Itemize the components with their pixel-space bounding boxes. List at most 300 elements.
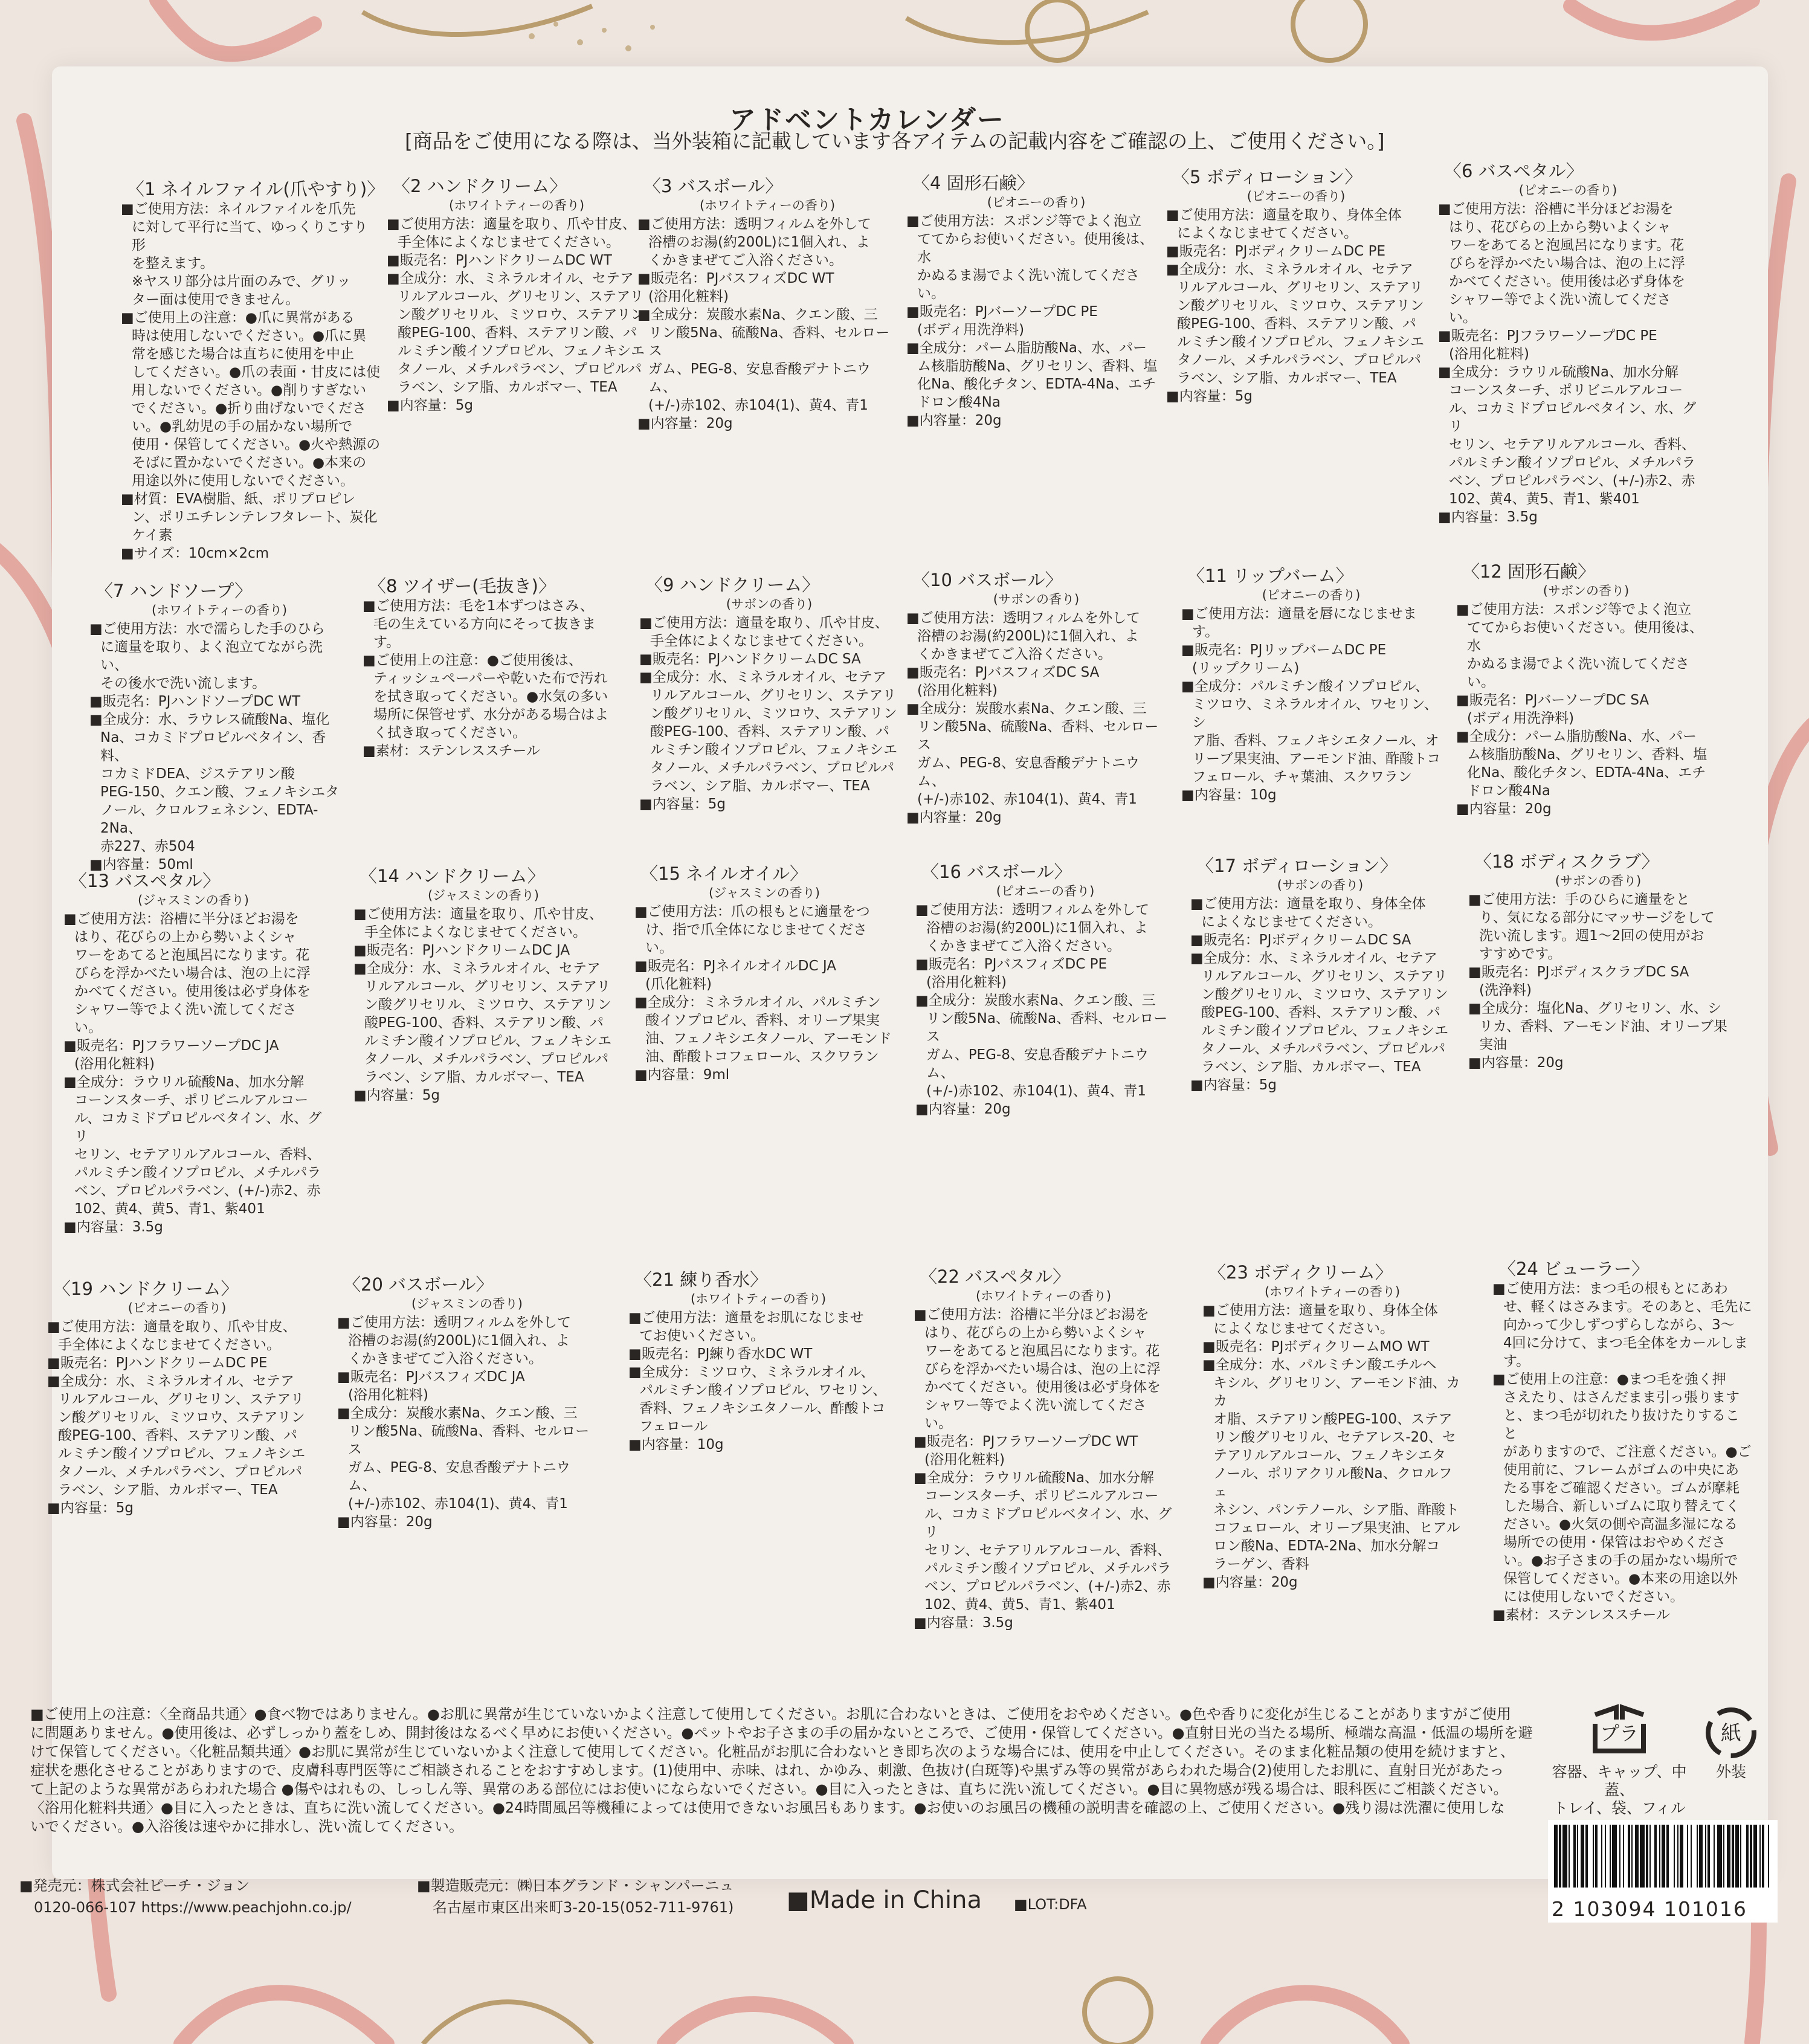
item-text-line: せ、軽くはさみます。そのあと、毛先に bbox=[1503, 1299, 1752, 1315]
barcode-bar bbox=[1559, 1825, 1561, 1888]
item-text-line: オ脂、ステアリン酸PEG-100、ステア bbox=[1213, 1411, 1453, 1427]
item-text-line: 用途以外に使用しないでください。 bbox=[132, 473, 354, 489]
item-text-line: を整えます。 bbox=[132, 256, 214, 271]
item-text-line: り、気になる部分にマッサージをして bbox=[1479, 910, 1715, 926]
item-title: 〈3 バスボール〉 bbox=[643, 176, 783, 196]
barcode-bar bbox=[1631, 1825, 1633, 1888]
item-text-line: ル、コカミドプロピルベタイン、水、グリ bbox=[74, 1111, 322, 1144]
item-text-line: ■ご使用上の注意：●まつ毛を強く押 bbox=[1492, 1372, 1726, 1387]
item-text-line: フェロール bbox=[639, 1419, 708, 1434]
item-scent: (サボンの香り) bbox=[1277, 878, 1364, 892]
item-text-line: (浴用化粧料) bbox=[1449, 346, 1529, 362]
item-text-line: 香料、フェノキシエタノール、酢酸トコ bbox=[639, 1401, 886, 1416]
item-scent: (ホワイトティーの香り) bbox=[448, 198, 585, 213]
item-text-line: 102、黄4、黄5、青1、紫401 bbox=[1449, 491, 1640, 507]
item-scent: (サボンの香り) bbox=[993, 592, 1080, 607]
item-text-line: に適量を取り、よく泡立てながら洗い、 bbox=[100, 639, 323, 673]
item-text-line: セリン、セテアリルアルコール、香料、 bbox=[1449, 437, 1696, 453]
item-text-line: ン酸グリセリル、ミツロウ、ステアリン bbox=[58, 1410, 305, 1425]
item-text-line: ラベン、シア脂、カルボマー、TEA bbox=[650, 778, 870, 794]
item-text-line: ■全成分：ラウリル硫酸Na、加水分解 bbox=[63, 1074, 305, 1090]
footer-note-line: 症状を悪化させることがありますので、皮膚科専門医等にご相談されることをおすすめします。(1)使用中、赤味、はれ、かゆみ、刺激、色抜け(白斑等)や黒ずみ等の異常があらわれた場合(2)使用したお肌に、直射日光があたっ bbox=[30, 1762, 1504, 1779]
barcode-bar bbox=[1569, 1825, 1570, 1888]
barcode-bar bbox=[1735, 1825, 1739, 1888]
item-text-line: ガム、PEG-8、安息香酸デナトニウム、 bbox=[917, 755, 1140, 789]
barcode-bar bbox=[1723, 1825, 1724, 1888]
item-text-line: その後水で洗い流します。 bbox=[100, 675, 266, 691]
item-text-line: PEG-150、クエン酸、フェノキシエタ bbox=[100, 784, 340, 800]
item-text-line: シャワー等でよく洗い流してください。 bbox=[924, 1398, 1147, 1431]
item-block-11 bbox=[1181, 565, 1441, 804]
item-scent: (サボンの香り) bbox=[726, 597, 813, 611]
item-text-line: ノール、ポリアクリル酸Na、クロルフェ bbox=[1213, 1466, 1453, 1500]
item-text-line: 酸PEG-100、香料、ステアリン酸、パ bbox=[650, 724, 890, 740]
item-text-line: 酸イソプロピル、香料、オリーブ果実 bbox=[645, 1013, 880, 1028]
barcode-bar bbox=[1593, 1825, 1594, 1888]
item-text-line: 場所に保管せず、水分がある場合はよ bbox=[373, 707, 609, 723]
item-text-line: ■販売名：PJリップバームDC PE bbox=[1181, 642, 1387, 658]
item-block-13 bbox=[63, 870, 323, 1236]
item-text-line: ■ご使用方法：適量をお肌になじませ bbox=[628, 1310, 864, 1326]
item-text-line: パルミチン酸イソプロピル、メチルパラ bbox=[74, 1165, 321, 1181]
item-text-line: 102、黄4、黄5、青1、紫401 bbox=[924, 1597, 1115, 1613]
barcode-bar bbox=[1635, 1825, 1639, 1888]
item-text-line: (+/-)赤102、赤104(1)、黄4、青1 bbox=[926, 1083, 1146, 1099]
item-text-line: ■内容量：5g bbox=[387, 398, 473, 413]
barcode-bar bbox=[1691, 1825, 1692, 1888]
item-text-line: くかきまぜてご入浴ください。 bbox=[926, 938, 1121, 954]
item-text-line: によくなじませてください。 bbox=[1177, 225, 1358, 241]
item-text-line: リン酸5Na、硫酸Na、香料、セルロース bbox=[926, 1011, 1168, 1045]
item-block-14 bbox=[353, 865, 613, 1104]
item-text-line: ■ご使用方法：透明フィルムを外して bbox=[337, 1315, 571, 1330]
item-text-line: ア脂、香料、フェノキシエタノール、オ bbox=[1192, 733, 1439, 749]
item-text-line: ルミチン酸イソプロピル、フェノキシエ bbox=[1177, 334, 1425, 350]
item-text-line: キシル、グリセリン、アーモンド油、カカ bbox=[1213, 1375, 1460, 1409]
item-scent: (ホワイトティーの香り) bbox=[975, 1289, 1112, 1303]
item-text-line: ■内容量：5g bbox=[639, 796, 726, 812]
item-text-line: ■ご使用上の注意：●ご使用後は、 bbox=[363, 653, 582, 668]
item-text-line: ■全成分：水、ミネラルオイル、セテア bbox=[1190, 950, 1438, 966]
paper-recycle-icon bbox=[1701, 1703, 1761, 1763]
item-text-line: ワーをあてると泡風呂になります。花 bbox=[74, 947, 310, 963]
barcode-bar bbox=[1628, 1825, 1630, 1888]
item-text-line: ■全成分：炭酸水素Na、クエン酸、三 bbox=[637, 307, 878, 323]
item-text-line: 4回に分けて、まつ毛全体をカールしま bbox=[1503, 1335, 1748, 1351]
barcode-bar bbox=[1740, 1825, 1741, 1888]
item-text-line: はり、花びらの上から勢いよくシャ bbox=[74, 929, 297, 945]
item-text-line: ■販売名：PJボディクリームMO WT bbox=[1202, 1339, 1430, 1355]
item-block-21 bbox=[628, 1269, 888, 1454]
item-text-line: でください。●折り曲げないでくださ bbox=[132, 401, 367, 416]
item-text-line: ■内容量：20g bbox=[637, 416, 733, 431]
item-text-line: ベン、プロピルパラベン、(+/-)赤2、赤 bbox=[1449, 473, 1695, 489]
barcode-bar bbox=[1674, 1825, 1675, 1888]
item-block-3 bbox=[637, 175, 897, 433]
barcode-bar bbox=[1687, 1825, 1688, 1888]
item-title: 〈6 バスペタル〉 bbox=[1444, 161, 1584, 181]
item-text-line: ■販売名：PJフラワーソープDC PE bbox=[1438, 328, 1657, 344]
item-text-line: パルミチン酸イソプロピル、メチルパラ bbox=[1449, 455, 1696, 471]
item-text-line: ■販売名：PJバスフィズDC SA bbox=[906, 665, 1100, 680]
item-text-line: ■ご使用方法：適量を取り、身体全体 bbox=[1190, 896, 1426, 912]
barcode-bar bbox=[1707, 1825, 1710, 1888]
item-text-line: テアリルアルコール、フェノキシエタ bbox=[1213, 1448, 1446, 1463]
item-title: 〈19 ハンドクリーム〉 bbox=[53, 1278, 239, 1299]
barcode-bars bbox=[1548, 1820, 1778, 1892]
item-text-line: ター面は使用できません。 bbox=[132, 292, 300, 308]
item-text-line: 向かって少しずつずらしながら、3〜 bbox=[1503, 1317, 1735, 1333]
item-text-line: ■ご使用方法：適量を唇になじませま bbox=[1181, 606, 1417, 622]
item-title: 〈11 リップバーム〉 bbox=[1187, 566, 1353, 586]
lot-number: ■LOT:DFA bbox=[1014, 1896, 1087, 1913]
item-block-9 bbox=[639, 574, 899, 813]
item-text-line: ててからお使いください。使用後は、水 bbox=[1467, 620, 1703, 654]
item-title: 〈21 練り香水〉 bbox=[634, 1269, 768, 1290]
barcode-bar bbox=[1654, 1825, 1657, 1888]
barcode-bar bbox=[1649, 1825, 1651, 1888]
item-text-line: タノール、メチルパラベン、プロピルパ bbox=[1201, 1041, 1446, 1057]
item-text-line: (ボディ用洗浄料) bbox=[917, 322, 1025, 338]
item-text-line: ラベン、シア脂、カルボマー、TEA bbox=[398, 379, 618, 395]
item-title: 〈24 ビューラー〉 bbox=[1498, 1259, 1649, 1279]
item-text-line: によくなじませてください。 bbox=[1201, 914, 1382, 930]
item-text-line: タノール、メチルパラベン、プロピルパ bbox=[58, 1464, 303, 1480]
item-text-line: ■全成分：炭酸水素Na、クエン酸、三 bbox=[337, 1405, 578, 1421]
item-text-line: リルアルコール、グリセリン、ステアリ bbox=[58, 1391, 305, 1407]
item-text-line: そばに置かないでください。●本来の bbox=[132, 455, 367, 471]
item-text-line: ベン、プロピルパラベン、(+/-)赤2、赤 bbox=[74, 1183, 321, 1199]
item-title: 〈2 ハンドクリーム〉 bbox=[393, 176, 567, 196]
item-text-line: ■販売名：PJフラワーソープDC WT bbox=[914, 1434, 1138, 1449]
barcode-bar bbox=[1705, 1825, 1706, 1888]
item-text-line: に対して平行に当て、ゆっくりこすり形 bbox=[132, 219, 368, 253]
item-text-line: ■内容量：10g bbox=[628, 1437, 724, 1452]
item-text-line: ■全成分：炭酸水素Na、クエン酸、三 bbox=[906, 701, 1147, 717]
item-text-line: 手全体によくなじませてください。 bbox=[364, 924, 587, 940]
item-text-line: (浴用化粧料) bbox=[348, 1387, 428, 1403]
item-text-line: ラベン、シア脂、カルボマー、TEA bbox=[1177, 370, 1397, 386]
item-text-line: ■全成分：水、ミネラルオイル、セテア bbox=[353, 961, 601, 976]
item-text-line: 手全体によくなじませてください。 bbox=[58, 1337, 280, 1353]
barcode-bar bbox=[1612, 1825, 1617, 1888]
barcode-bar bbox=[1666, 1825, 1669, 1888]
item-text-line: ■全成分：ラウリル硫酸Na、加水分解 bbox=[1438, 364, 1679, 380]
item-text-line: ■全成分：ラウリル硫酸Na、加水分解 bbox=[914, 1470, 1155, 1486]
item-text-line: 場所での使用・保管はおやめくださ bbox=[1503, 1535, 1726, 1550]
barcode-bar bbox=[1680, 1825, 1683, 1888]
item-text-line: 手全体によくなじませてください。 bbox=[650, 633, 872, 649]
item-text-line: ム核脂肪酸Na、グリセリン、香料、塩 bbox=[917, 358, 1158, 374]
item-text-line: ■ご使用方法：適量を取り、爪や甘皮、 bbox=[639, 615, 889, 631]
item-text-line: コーンスターチ、ポリビニルアルコー bbox=[74, 1092, 309, 1108]
item-text-line: ■販売名：PJハンドクリームDC JA bbox=[353, 943, 570, 958]
item-text-line: す。 bbox=[1192, 624, 1219, 640]
footer-note-line: て上記のような異常があらわれた場合 ●傷やはれもの、しっしん等、異常のある部位にはお使いにならないでください。●目に入ったときは、直ちに洗い流してください。●目に異物感が残る場合は、眼科医にご相談ください。 bbox=[30, 1781, 1508, 1797]
item-text-line: ル、コカミドプロピルベタイン、水、グリ bbox=[924, 1506, 1172, 1540]
barcode-bar bbox=[1753, 1825, 1757, 1888]
item-text-line: ルミチン酸イソプロピル、フェノキシエ bbox=[650, 742, 898, 758]
item-scent: (ジャスミンの香り) bbox=[411, 1297, 523, 1311]
barcode-bar bbox=[1717, 1825, 1722, 1888]
item-text-line: ■全成分：ミネラルオイル、パルミチン bbox=[634, 995, 881, 1010]
item-block-10 bbox=[906, 569, 1166, 827]
item-text-line: シャワー等でよく洗い流してください。 bbox=[1449, 292, 1671, 326]
item-scent: (ジャスミンの香り) bbox=[428, 888, 539, 903]
item-text-line: コーンスターチ、ポリビニルアルコー bbox=[924, 1488, 1159, 1504]
item-text-line: 酸PEG-100、香料、ステアリン酸、パ bbox=[364, 1015, 604, 1031]
item-text-line: びらを浮かべたい場合は、泡の上に浮 bbox=[1449, 256, 1685, 271]
item-text-line: ■内容量：20g bbox=[906, 413, 1002, 428]
barcode-bar bbox=[1573, 1825, 1576, 1888]
item-text-line: びらを浮かべたい場合は、泡の上に浮 bbox=[924, 1361, 1161, 1377]
item-block-20 bbox=[337, 1274, 597, 1531]
item-text-line: はり、花びらの上から勢いよくシャ bbox=[924, 1325, 1147, 1341]
item-block-4 bbox=[906, 172, 1166, 430]
item-title: 〈13 バスペタル〉 bbox=[69, 871, 221, 891]
maker-address: 名古屋市東区出来町3-20-15(052-711-9761) bbox=[433, 1899, 734, 1916]
item-text-line: Na、コカミドプロピルベタイン、香料、 bbox=[100, 730, 326, 764]
item-text-line: ■ご使用方法：爪の根もとに適量をつ bbox=[634, 904, 870, 920]
item-block-18 bbox=[1468, 851, 1728, 1072]
item-block-7 bbox=[89, 580, 349, 874]
item-block-1 bbox=[121, 178, 385, 563]
pla-recycle-mark bbox=[1547, 1703, 1692, 1836]
item-text-line: ててからお使いください。使用後は、水 bbox=[917, 231, 1153, 265]
item-text-line: リルアルコール、グリセリン、ステアリ bbox=[398, 289, 644, 305]
item-text-line: ■内容量：3.5g bbox=[63, 1219, 163, 1235]
item-text-line: ベン、プロピルパラベン、(+/-)赤2、赤 bbox=[924, 1579, 1171, 1594]
barcode-bar bbox=[1640, 1825, 1645, 1888]
paper-mark-text: 紙 bbox=[1721, 1721, 1741, 1746]
item-text-line: ■サイズ：10cm×2cm bbox=[121, 546, 269, 561]
item-scent: (ピオニーの香り) bbox=[987, 195, 1086, 210]
maker-label: ■製造販売元：㈱日本グランド・シャンパーニュ bbox=[417, 1877, 734, 1894]
barcode-bar bbox=[1562, 1825, 1567, 1888]
item-text-line: ■内容量：3.5g bbox=[914, 1615, 1013, 1631]
barcode-bar bbox=[1699, 1825, 1703, 1888]
item-text-line: ティッシュペーパーや乾いた布で汚れ bbox=[373, 671, 608, 686]
item-scent: (ジャスミンの香り) bbox=[709, 886, 820, 900]
item-text-line: リーブ果実油、アーモンド油、酢酸トコ bbox=[1192, 751, 1441, 767]
item-text-line: ■ご使用方法：水で濡らした手のひら bbox=[89, 621, 325, 637]
item-text-line: 酸PEG-100、香料、ステアリン酸、パ bbox=[1201, 1005, 1441, 1020]
item-text-line: かべてください。使用後は必ず身体を bbox=[74, 984, 311, 999]
item-text-line: ■内容量：9ml bbox=[634, 1067, 730, 1083]
item-text-line: ■ご使用方法：適量を取り、爪や甘皮、 bbox=[47, 1319, 297, 1335]
item-text-line: 手全体によくなじませてください。 bbox=[398, 234, 620, 250]
item-text-line: ルミチン酸イソプロピル、フェノキシエ bbox=[58, 1446, 306, 1462]
item-text-line: してください。●爪の表面・甘皮には使 bbox=[132, 364, 381, 380]
item-text-line: (浴用化粧料) bbox=[926, 975, 1007, 990]
item-title: 〈22 バスペタル〉 bbox=[920, 1266, 1071, 1287]
item-text-line: ラベン、シア脂、カルボマー、TEA bbox=[1201, 1059, 1421, 1075]
item-text-line: ケイ素 bbox=[132, 527, 173, 543]
item-text-line: 油、酢酸トコフェロール、スクワラン bbox=[645, 1049, 879, 1065]
item-text-line: はり、花びらの上から勢いよくシャ bbox=[1449, 219, 1671, 235]
footer-note-line: に問題ありません。●使用後は、必ずしっかり蓋をしめ、開封後はなるべく早めにお使いください。●ペットやお子さまの手の届かないところで、ご使用・保管してください。●直射日光の当たる場所、極端な高温・低温の場所を避 bbox=[30, 1724, 1533, 1741]
item-text-line: ン酸グリセリル、ミツロウ、ステアリン bbox=[398, 307, 645, 323]
item-text-line: ■ご使用方法：毛を1本ずつはさみ、 bbox=[363, 598, 594, 614]
item-text-line: ■素材：ステンレススチール bbox=[363, 743, 540, 759]
item-text-line: ※ヤスリ部分は片面のみで、グリッ bbox=[132, 274, 351, 289]
item-text-line: した場合、新しいゴムに取り替えてく bbox=[1503, 1498, 1740, 1514]
item-text-line: ■内容量：5g bbox=[1166, 388, 1253, 404]
item-text-line: セリン、セテアリルアルコール、香料、 bbox=[924, 1543, 1172, 1558]
paper-recycle-mark bbox=[1698, 1703, 1764, 1781]
item-text-line: (+/-)赤102、赤104(1)、黄4、青1 bbox=[648, 398, 868, 413]
item-text-line: ■販売名：PJ練り香水DC WT bbox=[628, 1346, 813, 1362]
item-text-line: と、まつ毛が切れたり抜けたりすること bbox=[1503, 1408, 1740, 1442]
item-text-line: ラベン、シア脂、カルボマー、TEA bbox=[364, 1069, 584, 1085]
item-text-line: ■全成分：水、ミネラルオイル、セテア bbox=[387, 271, 634, 286]
item-text-line: セリン、セテアリルアルコール、香料、 bbox=[74, 1147, 321, 1162]
item-text-line: 使用・保管してください。●火や熱源の bbox=[132, 437, 381, 453]
item-text-line: タノール、メチルパラベン、プロピルパ bbox=[650, 760, 895, 776]
item-text-line: ■販売名：PJバーソープDC PE bbox=[906, 304, 1098, 320]
item-text-line: シャワー等でよく洗い流してください。 bbox=[74, 1002, 297, 1036]
item-text-line: ラーゲン、香料 bbox=[1213, 1556, 1309, 1572]
item-text-line: ■内容量：20g bbox=[1202, 1575, 1298, 1590]
item-text-line: ■内容量：5g bbox=[47, 1500, 134, 1516]
item-text-line: タノール、メチルパラベン、プロピルパ bbox=[398, 361, 642, 377]
item-block-5 bbox=[1166, 166, 1426, 405]
item-text-line: フェロール、チャ葉油、スクワラン bbox=[1192, 769, 1412, 785]
item-text-line: ノール、クロルフェネシン、EDTA-2Na、 bbox=[100, 802, 318, 836]
item-text-line: ■販売名：PJハンドソープDC WT bbox=[89, 694, 301, 709]
item-title: 〈8 ツイザー(毛抜き)〉 bbox=[369, 576, 556, 596]
item-text-line: ワーをあてると泡風呂になります。花 bbox=[924, 1343, 1160, 1359]
item-text-line: ■材質：EVA樹脂、紙、ポリプロピレ bbox=[121, 491, 356, 507]
item-text-line: リルアルコール、グリセリン、ステアリ bbox=[1201, 969, 1448, 984]
barcode-bar bbox=[1714, 1825, 1715, 1888]
item-text-line: ■全成分：ミツロウ、ミネラルオイル、 bbox=[628, 1364, 875, 1380]
item-text-line: 洗い流します。週1〜2回の使用がお bbox=[1479, 928, 1704, 944]
item-scent: (ジャスミンの香り) bbox=[138, 893, 249, 908]
item-text-line: ■内容量：20g bbox=[1456, 801, 1552, 817]
item-text-line: くかきまぜてご入浴ください。 bbox=[348, 1351, 543, 1367]
item-text-line: 油、フェノキシエタノール、アーモンド bbox=[645, 1031, 892, 1046]
item-scent: (ピオニーの香り) bbox=[1246, 189, 1346, 204]
barcode-bar bbox=[1659, 1825, 1660, 1888]
footer-note-line: いでください。●入浴後は速やかに排水し、洗い流してください。 bbox=[30, 1818, 463, 1835]
item-text-line: ■販売名：PJバスフィズDC JA bbox=[337, 1369, 525, 1385]
item-title: 〈7 ハンドソープ〉 bbox=[95, 581, 253, 601]
item-text-line: ■ご使用方法：適量を取り、身体全体 bbox=[1166, 207, 1402, 223]
item-text-line: リン酸5Na、硫酸Na、香料、セルロース bbox=[917, 719, 1159, 753]
item-text-line: ■全成分：水、ラウレス硫酸Na、塩化 bbox=[89, 712, 330, 727]
barcode-bar bbox=[1746, 1825, 1749, 1888]
item-text-line: ださい。●火気の側や高温多湿になる bbox=[1503, 1517, 1738, 1532]
item-text-line: す。 bbox=[1503, 1353, 1530, 1369]
item-text-line: コカミドDEA、ジステアリン酸 bbox=[100, 766, 295, 782]
item-text-line: がありますので、ご注意ください。●ご bbox=[1503, 1444, 1752, 1460]
footer-note-line: 〈浴用化粧料共通〉●目に入ったときは、直ちに洗い流してください。●24時間風呂等機種によっては使用できないお風呂もあります。●お使いのお風呂の機種の説明書を確認の上、ご使用ください。●残り湯は洗濯に使用しな bbox=[30, 1799, 1505, 1816]
item-text-line: け、指で爪全体になじませてください。 bbox=[645, 922, 868, 956]
item-text-line: タノール、メチルパラベン、プロピルパ bbox=[364, 1051, 609, 1067]
item-block-17 bbox=[1190, 855, 1450, 1094]
item-text-line: ン酸グリセリル、ミツロウ、ステアリン bbox=[1201, 987, 1448, 1002]
item-text-line: ■全成分：パーム脂肪酸Na、水、パー bbox=[906, 340, 1147, 356]
item-text-line: ■全成分：パーム脂肪酸Na、水、パー bbox=[1456, 729, 1697, 744]
item-text-line: パルミチン酸イソプロピル、ワセリン、 bbox=[639, 1382, 887, 1398]
item-text-line: 102、黄4、黄5、青1、紫401 bbox=[74, 1201, 265, 1217]
barcode-bar bbox=[1581, 1825, 1584, 1888]
item-text-line: 化Na、酸化チタン、EDTA-4Na、エチ bbox=[917, 376, 1156, 392]
item-scent: (ホワイトティーの香り) bbox=[151, 603, 288, 617]
item-text-line: リルアルコール、グリセリン、ステアリ bbox=[364, 979, 611, 995]
item-text-line: 浴槽のお湯(約200L)に1個入れ、よ bbox=[348, 1333, 570, 1349]
item-text-line: 赤227、赤504 bbox=[100, 839, 195, 854]
item-text-line: ■ご使用方法：適量を取り、爪や甘皮、 bbox=[353, 906, 603, 922]
item-block-6 bbox=[1438, 160, 1698, 526]
item-text-line: ■ご使用方法：透明フィルムを外して bbox=[915, 902, 1149, 918]
footer-note-line: ■ご使用上の注意：〈全商品共通〉●食べ物ではありません。●お肌に異常が生じていないかよく注意して使用してください。お肌に合わないときは、ご使用をおやめください。●色や香りに変化が生じることがありますがご使用 bbox=[30, 1706, 1511, 1723]
item-text-line: を拭き取ってください。●水気の多い bbox=[373, 689, 608, 704]
item-text-line: ■内容量：20g bbox=[906, 810, 1002, 825]
item-block-16 bbox=[915, 861, 1175, 1118]
item-text-line: い。●乳幼児の手の届かない場所で bbox=[132, 419, 353, 434]
item-text-line: リン酸5Na、硫酸Na、香料、セルロース bbox=[348, 1423, 590, 1457]
barcode-bar bbox=[1768, 1825, 1769, 1888]
item-text-line: ■販売名：PJボディスクラブDC SA bbox=[1468, 964, 1689, 980]
item-text-line: コフェロール、オリーブ果実油、ヒアル bbox=[1213, 1520, 1460, 1536]
item-text-line: ■内容量：5g bbox=[353, 1088, 440, 1103]
item-text-line: リルアルコール、グリセリン、ステアリ bbox=[650, 688, 897, 703]
item-text-line: ■内容量：3.5g bbox=[1438, 509, 1538, 525]
item-text-line: ■全成分：塩化Na、グリセリン、水、シ bbox=[1468, 1001, 1721, 1016]
item-text-line: ■ご使用方法：透明フィルムを外して bbox=[906, 610, 1140, 626]
item-text-line: くかきまぜてご入浴ください。 bbox=[648, 253, 843, 268]
item-text-line: びらを浮かべたい場合は、泡の上に浮 bbox=[74, 966, 311, 981]
item-title: 〈23 ボディクリーム〉 bbox=[1208, 1262, 1393, 1283]
item-text-line: ドロン酸4Na bbox=[917, 395, 1001, 410]
pla-recycle-text: トレイ、袋、フィル bbox=[1553, 1799, 1686, 1817]
item-text-line: (+/-)赤102、赤104(1)、黄4、青1 bbox=[348, 1496, 568, 1512]
item-text-line: 用しないでください。●削りすぎない bbox=[132, 382, 367, 398]
item-text-line: すすめです。 bbox=[1479, 946, 1562, 962]
item-block-24 bbox=[1492, 1258, 1752, 1624]
barcode-bar bbox=[1623, 1825, 1624, 1888]
item-text-line: ガム、PEG-8、安息香酸デナトニウム、 bbox=[926, 1047, 1149, 1081]
item-text-line: かぬるま湯でよく洗い流してください。 bbox=[1467, 656, 1689, 690]
item-title: 〈9 ハンドクリーム〉 bbox=[645, 575, 820, 595]
item-text-line: ルミチン酸イソプロピル、フェノキシエ bbox=[364, 1033, 612, 1049]
barcode-bar bbox=[1595, 1825, 1598, 1888]
item-text-line: (浴用化粧料) bbox=[648, 289, 729, 305]
item-title: 〈5 ボディローション〉 bbox=[1172, 167, 1362, 187]
item-title: 〈15 ネイルオイル〉 bbox=[640, 863, 808, 884]
item-text-line: ■販売名：PJハンドクリームDC SA bbox=[639, 651, 861, 667]
item-text-line: ン、ポリエチレンテレフタレート、炭化 bbox=[132, 509, 378, 525]
item-scent: (ピオニーの香り) bbox=[1262, 588, 1361, 602]
barcode-bar bbox=[1697, 1825, 1698, 1888]
item-text-line: ■全成分：水、ミネラルオイル、セテア bbox=[639, 669, 887, 685]
item-text-line: (洗浄料) bbox=[1479, 982, 1532, 998]
item-text-line: ネシン、パンテノール、シア脂、酢酸ト bbox=[1213, 1502, 1459, 1518]
item-text-line: 保管してください。●本来の用途以外 bbox=[1503, 1571, 1738, 1587]
item-text-line: ■販売名：PJバスフィズDC PE bbox=[915, 956, 1108, 972]
item-text-line: (ボディ用洗浄料) bbox=[1467, 711, 1575, 726]
item-block-23 bbox=[1202, 1262, 1462, 1591]
item-text-line: ■ご使用方法：透明フィルムを外して bbox=[637, 216, 871, 232]
pla-recycle-text: 容器、キャップ、中蓋、 bbox=[1552, 1763, 1687, 1799]
footer-notes bbox=[30, 1705, 1533, 1836]
barcode-bar bbox=[1727, 1825, 1730, 1888]
item-block-22 bbox=[914, 1266, 1173, 1632]
item-text-line: ル、コカミドプロピルベタイン、水、グリ bbox=[1449, 401, 1697, 434]
item-text-line: ■ご使用方法：適量を取り、爪や甘皮、 bbox=[387, 216, 636, 232]
